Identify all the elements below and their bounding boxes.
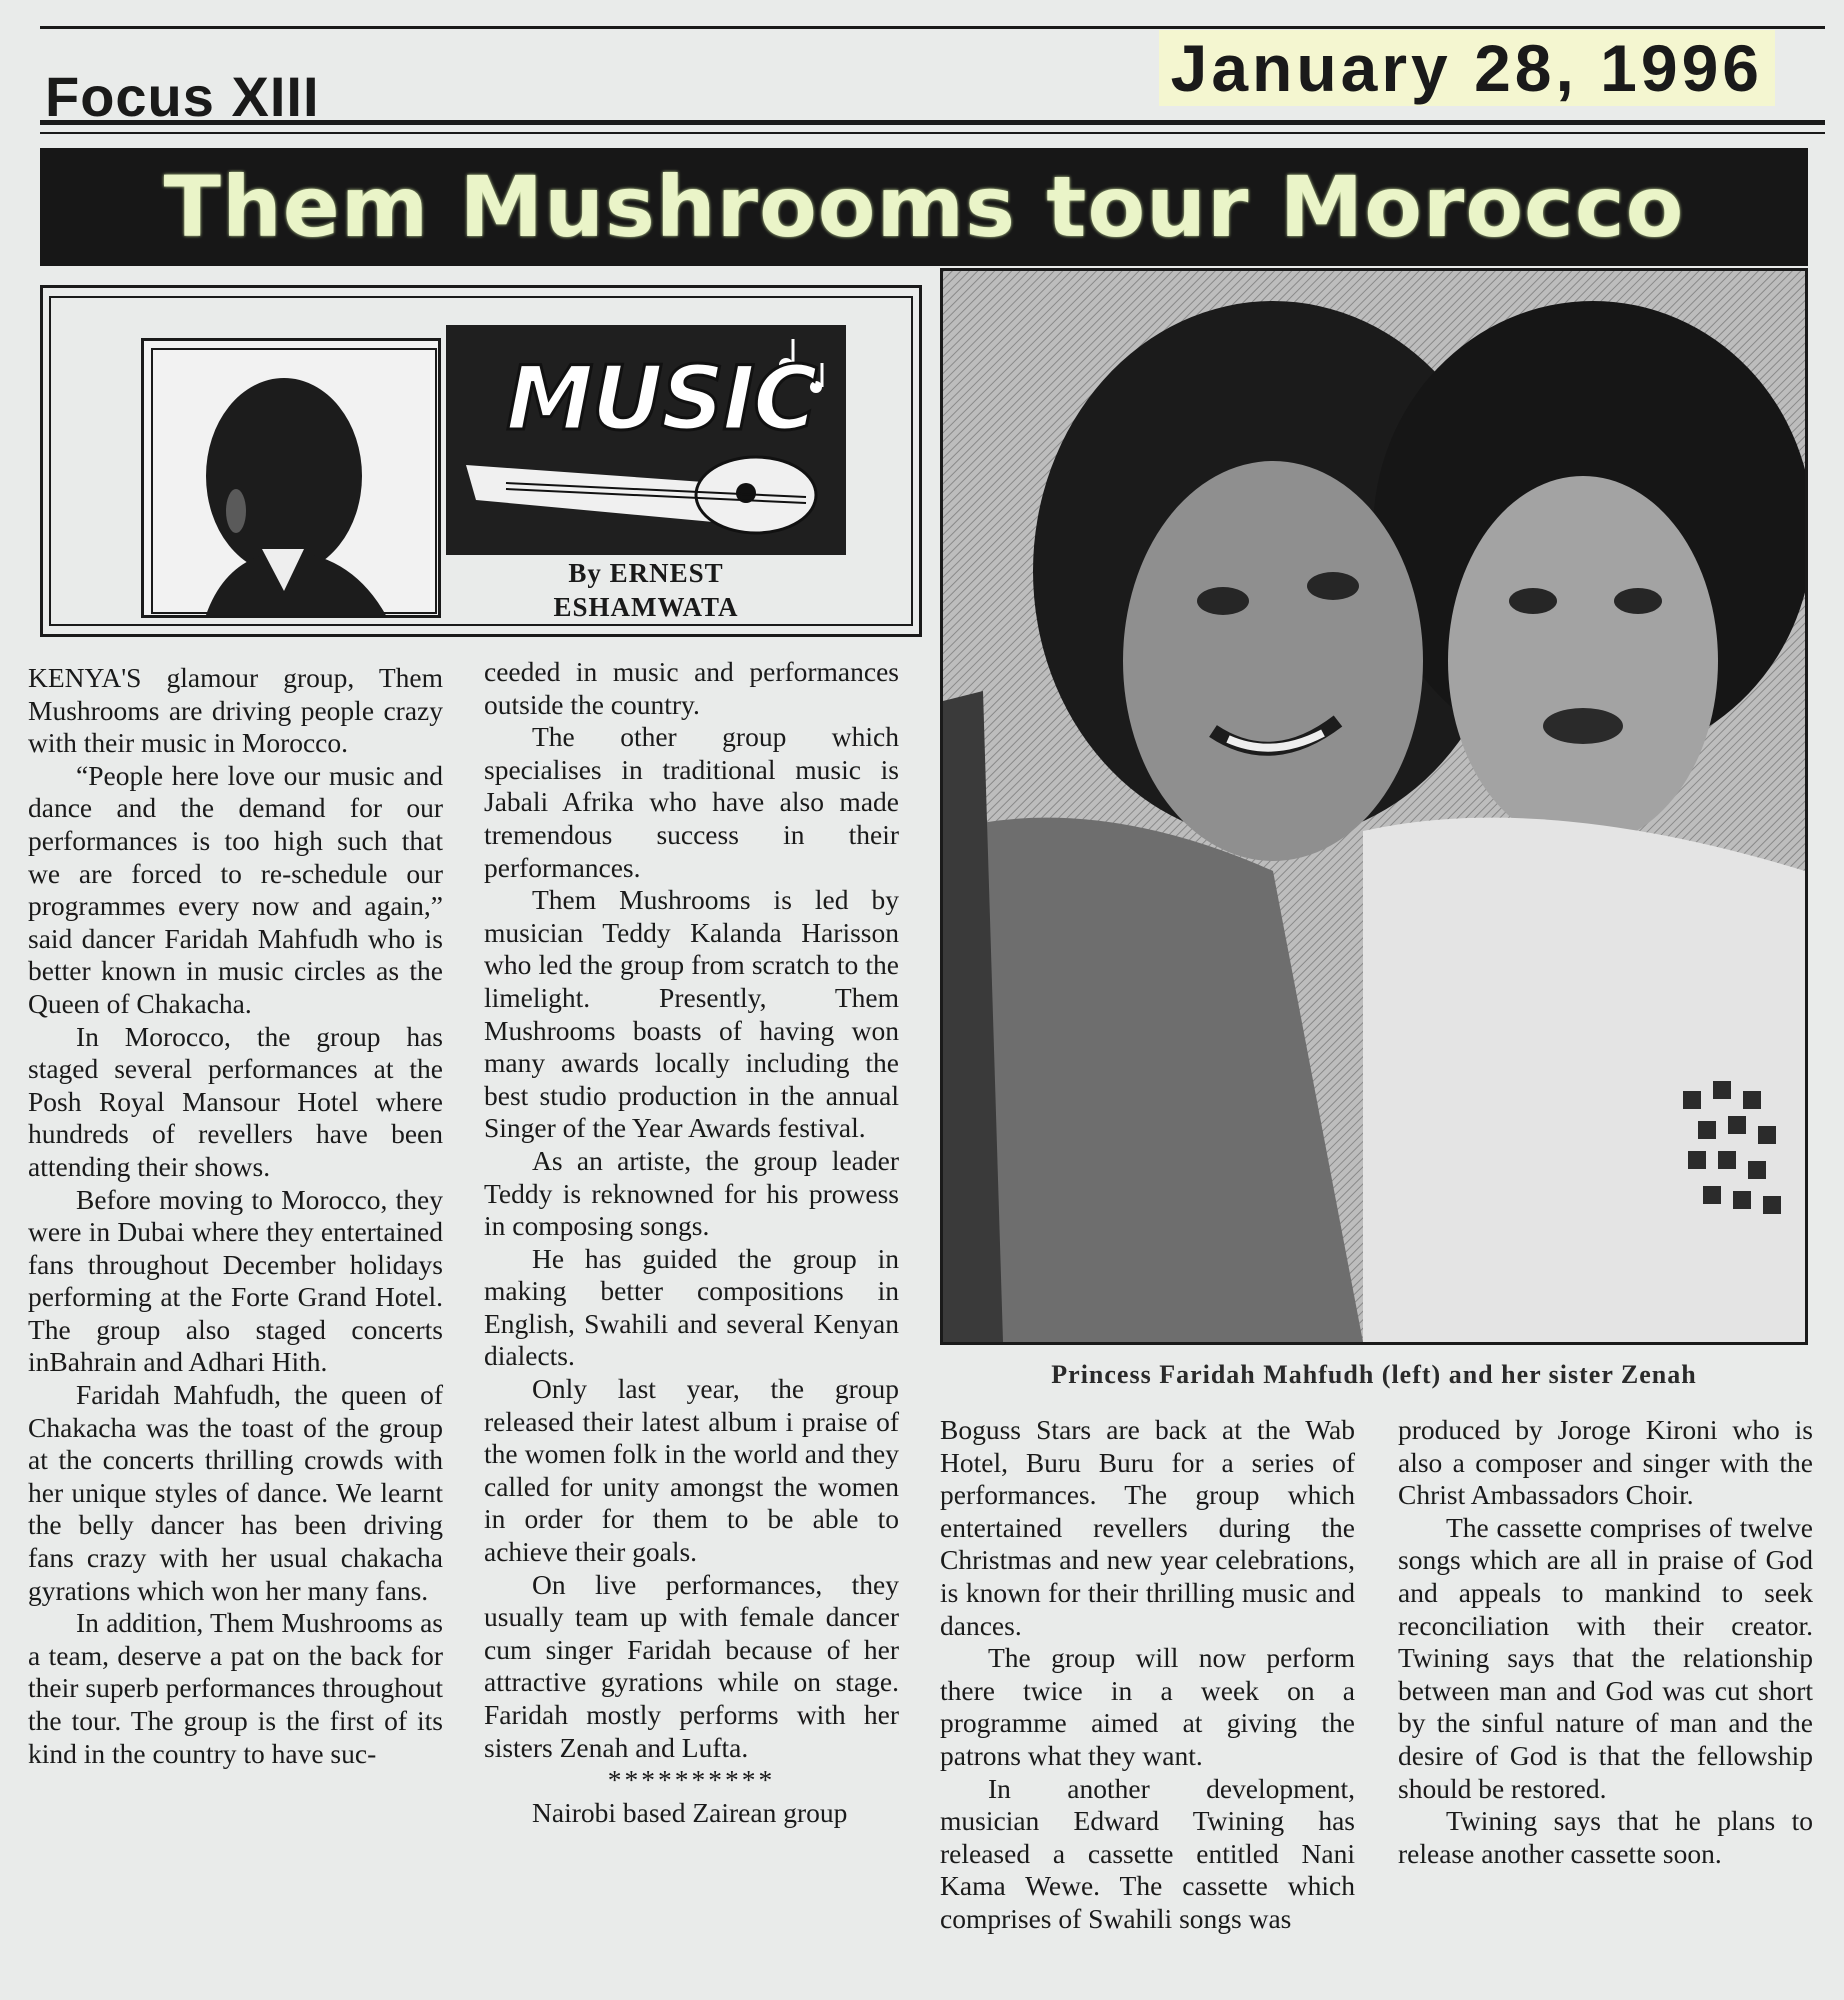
paragraph: Boguss Stars are back at the Wab Hotel, Buru Buru for a series of performances. The group which entertained revellers during the Christmas and new year celebrations, is known for their thrilling music and dances.: [940, 1414, 1355, 1641]
column-logo-box: [40, 285, 922, 637]
article-column-2: [484, 656, 899, 1829]
headline-bar: [40, 148, 1808, 266]
paragraph: Only last year, the group released their latest album i praise of the women folk in the world and they called for unity amongst the women in order for them to be able to achieve their goals.: [484, 1373, 899, 1568]
paragraph: The other group which specialises in traditional music is Jabali Afrika who have also made tremendous success in their performances.: [484, 721, 899, 883]
paragraph: Nairobi based Zairean group: [532, 1796, 848, 1828]
paragraph: He has guided the group in making better compositions in English, Swahili and several Kenyan dialects.: [484, 1242, 899, 1372]
headline: Them Mushrooms tour Morocco: [163, 158, 1685, 256]
article-column-1: [28, 662, 443, 1770]
section-label: Focus XIII: [45, 65, 320, 128]
page-header: [40, 28, 1825, 128]
section-divider-stars: **********: [607, 1764, 776, 1796]
byline-line-1: By ERNEST: [568, 558, 724, 588]
column-logo-inner: [49, 296, 913, 626]
header-rule-thin: [40, 132, 1825, 134]
paragraph: KENYA'S glamour group, Them Mushrooms are driving people crazy with their music in Morocco.: [28, 662, 443, 759]
paragraph: In another development, musician Edward Twining has released a cassette entitled Nani Kama Wewe. The cassette which comprises of Swahili songs was: [940, 1772, 1355, 1934]
paragraph: produced by Joroge Kironi who is also a composer and singer with the Christ Ambassadors Choir.: [1398, 1414, 1813, 1511]
byline-line-2: ESHAMWATA: [553, 592, 739, 622]
article-photo: [940, 268, 1808, 1345]
author-portrait-icon: [144, 341, 441, 618]
paragraph: Before moving to Morocco, they were in Dubai where they entertained fans throughout December holidays performing at the Forte Grand Hotel. The group also staged concerts inBahrain and Adhari Hith.: [28, 1183, 443, 1378]
paragraph: ceeded in music and performances outside the country.: [484, 656, 899, 720]
issue-date: January 28, 1996: [1159, 30, 1775, 106]
paragraph: In addition, Them Mushrooms as a team, deserve a pat on the back for their superb performances throughout the tour. The group is the first of its kind in the country to have suc-: [28, 1607, 443, 1769]
paragraph: Twining says that he plans to release another cassette soon.: [1398, 1805, 1813, 1869]
paragraph: The cassette comprises of twelve songs which are all in praise of God and appeals to mankind to seek reconciliation with their creator. Twining says that the relationship between man and God was cut short by the sinful nature of man and the desire of God is that the fellowship should be restored.: [1398, 1511, 1813, 1804]
paragraph: In Morocco, the group has staged several performances at the Posh Royal Mansour Hotel where hundreds of revellers have been attending their shows.: [28, 1020, 443, 1182]
music-logo: [446, 325, 846, 555]
two-women-photo-icon: [943, 271, 1805, 1342]
paragraph: Them Mushrooms is led by musician Teddy Kalanda Harisson who led the group from scratch to the limelight. Presently, Them Mushrooms boasts of having won many awards locally including the best studio production in the annual Singer of the Year Awards festival.: [484, 884, 899, 1144]
byline: [481, 556, 811, 624]
author-photo: [141, 338, 441, 618]
photo-caption: Princess Faridah Mahfudh (left) and her sister Zenah: [1051, 1360, 1697, 1389]
article-column-3: [940, 1414, 1355, 1936]
article-column-4: [1398, 1414, 1813, 1870]
paragraph: As an artiste, the group leader Teddy is reknowned for his prowess in composing songs.: [484, 1144, 899, 1242]
paragraph: Faridah Mahfudh, the queen of Chakacha was the toast of the group at the concerts thrilling crowds with her unique styles of dance. We learnt the belly dancer has been driving fans crazy with her usual chakacha gyrations which won her many fans.: [28, 1379, 443, 1606]
paragraph: “People here love our music and dance and the demand for our performances is too high such that we are forced to re-schedule our programmes every now and again,” said dancer Faridah Mahfudh who is better known in music circles as the Queen of Chakacha.: [28, 759, 443, 1019]
music-logo-word: MUSIC: [506, 347, 816, 450]
paragraph: The group will now perform there twice in a week on a programme aimed at giving the patrons what they want.: [940, 1642, 1355, 1771]
paragraph: On live performances, they usually team up with female dancer cum singer Faridah because of her attractive gyrations while on stage. Faridah mostly performs with her sisters Zenah and Lufta.: [484, 1568, 899, 1763]
